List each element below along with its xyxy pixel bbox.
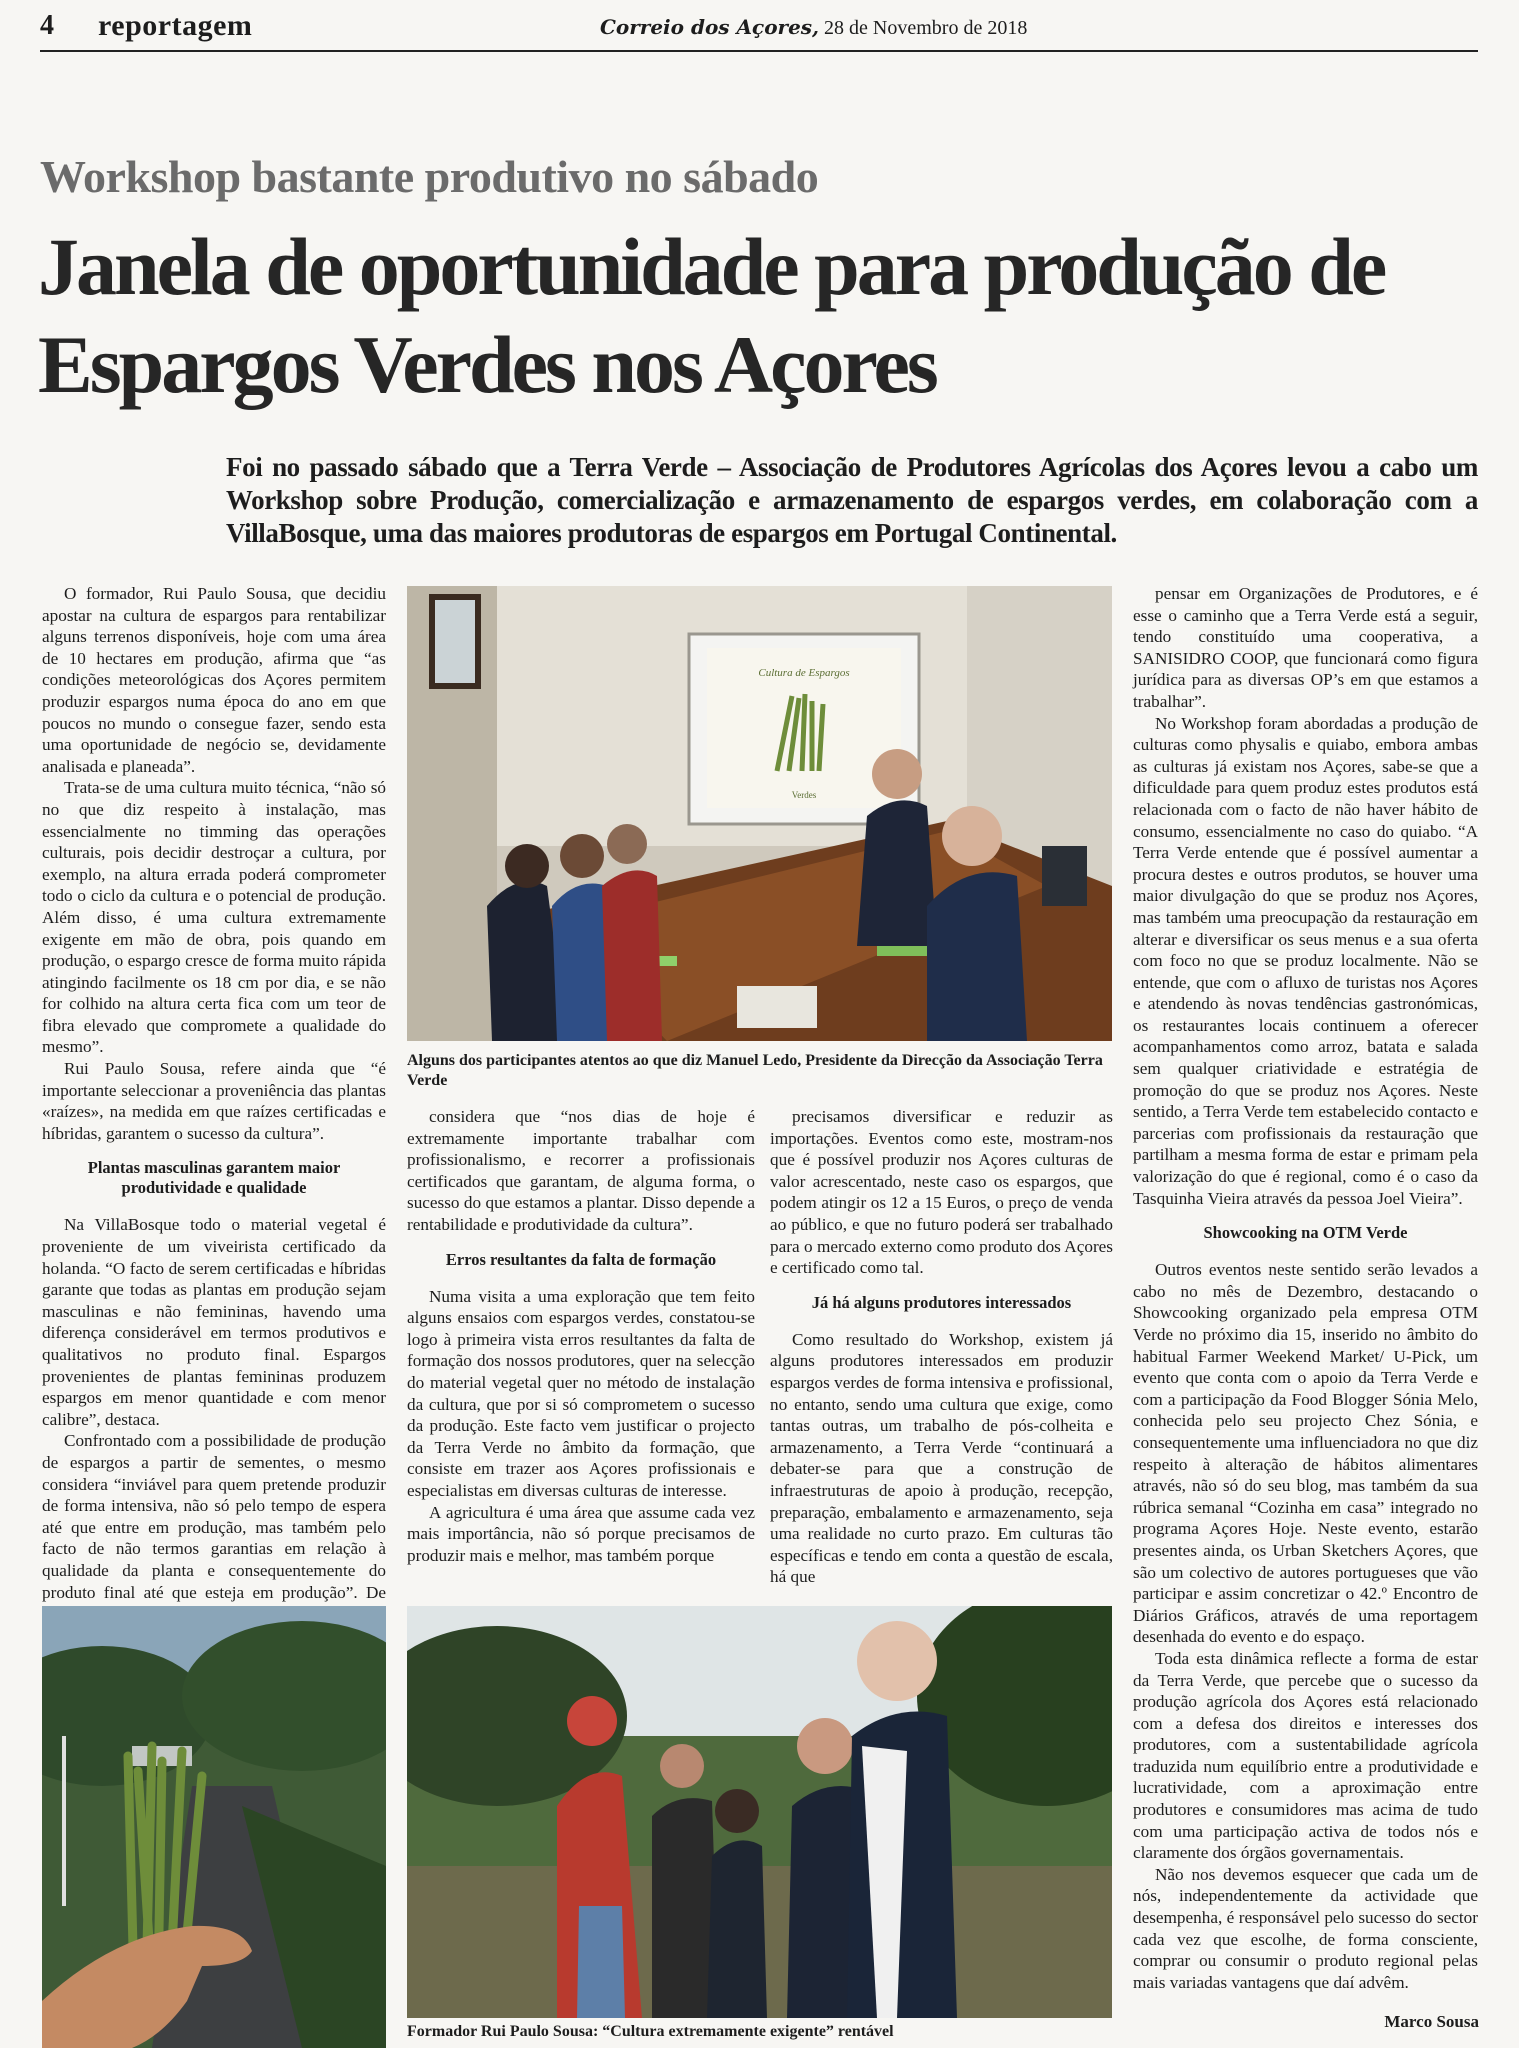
article-column-3 (770, 1106, 1113, 1588)
article-headline: Janela de oportunidade para produção de Espargos Verdes nos Açores (38, 221, 1385, 410)
slide-title: Cultura de Espargos (758, 667, 850, 679)
subheading: Showcooking na OTM Verde (1203, 1223, 1408, 1243)
section-name: reportagem (98, 9, 253, 42)
field-visit-photo (407, 1606, 1112, 2018)
paragraph: Rui Paulo Sousa, refere ainda que “é importante seleccionar a proveniência das plantas «raízes», na medida em que raízes certificadas e híbridas, garantem o sucesso da cultura”. (42, 1059, 386, 1143)
paragraph: Na VillaBosque todo o material vegetal é proveniente de um viveirista certificado da holanda. “O facto de serem certificadas e híbridas garante que todas as plantas em produção sejam masculinas e não femininas, havendo uma diferença considerável em termos produtivos e qualitativos no produto final. Espargos provenientes de plantas femininas produzem espargos em menor quantidade e com menor calibre”, destaca. (42, 1215, 386, 1429)
paragraph: precisamos diversificar e reduzir as importações. Eventos como este, mostram-nos que é possível produzir nos Açores culturas de valor acrescentado, neste caso os espargos, que podem atingir os 12 a 15 Euros, o preço de venda ao público, e que no futuro poderá ser trabalhado para o mercado externo como produto dos Açores e certificado como tal. (770, 1107, 1113, 1278)
paragraph: O formador, Rui Paulo Sousa, que decidiu apostar na cultura de espargos para rentabilizar alguns terrenos disponíveis, hoje com uma área de 10 hectares em produção, afirma que “as condições meteorológicas dos Açores permitem produzir espargos numa época do ano em que poucos no mundo o consegue fazer, sendo esta uma oportunidade de negócio se, devidamente analisada e planeada”. (42, 584, 386, 776)
newspaper-dateline (600, 15, 1027, 40)
paragraph: Confrontado com a possibilidade de produção de espargos a partir de sementes, o mesmo considera “inviável para quem pretende produzir de forma intensiva, não só pelo tempo de espera até que entre em produção, mas também pelo facto de não termos garantias em relação à qualidade da planta e consequentemente do produto final até que esteja em produção”. De (42, 1431, 386, 1602)
paragraph: Como resultado do Workshop, existem já alguns produtores interessados em produzir espargos verdes de forma intensiva e profissional, no entanto, sendo uma cultura que exige, como tantas outras, um trabalho de pós-colheita e armazenamento, a Terra Verde “continuará a debater-se para que a construção de infraestruturas de apoio à produção, recepção, preparação, embalamento e armazenamento, seja uma realidade no curto prazo. Em culturas tão específicas e tendo em conta a questão de escala, há que (770, 1329, 1113, 1587)
workshop-photo (407, 586, 1112, 1041)
asparagus-hand-photo (42, 1606, 386, 2048)
article-column-2 (407, 1106, 755, 1566)
author-signature: Marco Sousa (1384, 2012, 1479, 2031)
workshop-photo-caption: Alguns dos participantes atentos ao que diz Manuel Ledo, Presidente da Direcção da Associação Terra Verde (407, 1052, 1103, 1089)
article-column-4 (1133, 583, 1478, 1993)
paragraph: No Workshop foram abordadas a produção de culturas como physalis e quiabo, embora ambas as culturas já existam nos Açores, sabe-se que a dificuldade para quem produz estes produtos está relacionada com o facto de não haver hábito de consumo, essencialmente no caso do quiabo. “A Terra Verde entende que é possível aumentar a procura destes e outros produtos, se houver uma maior divulgação do que se produz nos Açores, mas também uma preocupação da restauração em alterar e diversificar os seus menus e a sua oferta com foco no que se produz localmente. Não se entende, que com o afluxo de turistas nos Açores e atendendo às novas tendências gastronómicas, os restaurantes locais continuem a oferecer acompanhamentos como arroz, batata e salada sem qualquer criatividade e estratégia de promoção do que se produz nos Açores. Neste sentido, a Terra Verde tem estabelecido contacto e parcerias com profissionais da restauração que partilham a mesma forma de estar e primam pela valorização do que é regional, como é o caso da Tasquinha Vieira através da pessoa Joel Vieira”. (1133, 713, 1478, 1208)
page-number: 4 (40, 10, 54, 41)
newspaper-name: Correio dos Açores, (600, 15, 820, 39)
subheading: Erros resultantes da falta de formação (445, 1249, 717, 1269)
paragraph: Toda esta dinâmica reflecte a forma de estar da Terra Verde, que percebe que o sucesso da produção agrícola dos Açores está relacionado com a defesa dos direitos e interesses dos produtores, com a sustentabilidade agrícola traduzida num equilíbrio entre a produtividade e lucratividade, com a aproximação entre produtores e consumidores mas acima de tudo com uma participação activa de todos nós e claramente dos órgãos governamentais. (1133, 1648, 1478, 1863)
paragraph: pensar em Organizações de Produtores, e é esse o caminho que a Terra Verde está a seguir, tendo constituído uma cooperativa, a SANISIDRO COOP, que funcionará como figura jurídica para as diversas OP’s em que estamos a trabalhar”. (1133, 584, 1478, 711)
paragraph: Trata-se de uma cultura muito técnica, “não só no que diz respeito à instalação, mas essencialmente no timming das operações culturais, pois decidir destroçar a cultura, por exemplo, na altura errada poderá comprometer todo o ciclo da cultura e o potencial de produção. Além disso, é uma cultura extremamente exigente em mão de obra, pois quando em produção, o espargo cresce de forma muito rápida atingindo facilmente os 18 cm por dia, e se não for colhido na altura certa fica com um teor de fibra elevado que compromete a qualidade do mesmo”. (42, 778, 386, 1057)
subheading: Plantas masculinas garantem maior produtividade e qualidade (87, 1158, 341, 1198)
field-visit-photo-caption: Formador Rui Paulo Sousa: “Cultura extremamente exigente” rentável (407, 2023, 894, 2040)
paragraph: A agricultura é uma área que assume cada vez mais importância, não só porque precisamos de produzir mais e melhor, mas também porque (407, 1502, 755, 1565)
article-column-1 (42, 583, 386, 1625)
article-lede: Foi no passado sábado que a Terra Verde – Associação de Produtores Agrícolas dos Açores levou a cabo um Workshop sobre Produção, comercialização e armazenamento de espargos verdes, em colaboração com a VillaBosque, uma das maiores produtoras de espargos em Portugal Continental. (226, 452, 1478, 548)
paragraph: considera que “nos dias de hoje é extremamente importante trabalhar com profissionalismo, e recorrer a profissionais certificados que garantam, de alguma forma, o sucesso do que estamos a plantar. Disso depende a rentabilidade e produtividade da cultura”. (407, 1107, 755, 1234)
paragraph: Numa visita a uma exploração que tem feito alguns ensaios com espargos verdes, constatou-se logo à primeira vista erros resultantes da falta de formação dos nossos produtores, quer na selecção do material vegetal quer no método de instalação da cultura, que por si só comprometem o sucesso da produção. Este facto vem justificar o projecto da Terra Verde no âmbito da formação, que consiste em trazer aos Açores profissionais e especialistas em diversas culturas de interesse. (407, 1286, 755, 1500)
slide-footer: Verdes (791, 790, 817, 800)
paragraph: Outros eventos neste sentido serão levados a cabo no mês de Dezembro, destacando o Showcooking organizado pela empresa OTM Verde no próximo dia 15, inserido no âmbito do habitual Farmer Weekend Market/ U-Pick, um evento que conta com o apoio da Terra Verde e com a participação da Food Blogger Sónia Melo, conhecida pelo seu projecto Chez Sónia, e consequentemente uma influenciadora no que diz respeito à alteração de hábitos alimentares através, não só do seu blog, mas também da sua rúbrica semanal “Cozinha em casa” integrado no programa Açores Hoje. Neste evento, estarão presentes ainda, os Urban Sketchers Açores, que são um colectivo de autores portugueses que vão participar e assim concretizar o 42.º Encontro de Diários Gráficos, através de uma reportagem desenhada do evento e do espaço. (1133, 1260, 1478, 1647)
subheading: Já há alguns produtores interessados (811, 1292, 1072, 1312)
issue-date: 28 de Novembro de 2018 (824, 17, 1028, 39)
article-kicker: Workshop bastante produtivo no sábado (40, 151, 819, 202)
header-rule (40, 50, 1478, 52)
paragraph: Não nos devemos esquecer que cada um de nós, independentemente da actividade que desempenha, é responsável pelo sucesso do sector cada vez que escolhe, de forma consciente, comprar ou consumir o produto regional pelas mais variadas vantagens que daí advêm. (1133, 1864, 1478, 1992)
